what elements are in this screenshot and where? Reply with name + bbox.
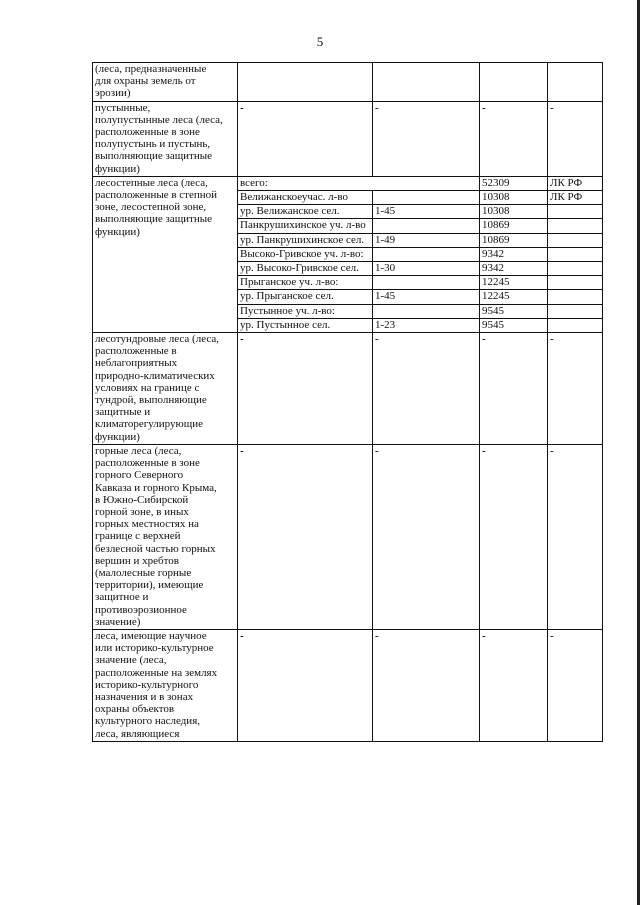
- area-cell: 52309: [480, 176, 548, 190]
- category-desc-line: охраны объектов: [95, 703, 175, 716]
- quarters-cell: 1-23: [373, 318, 480, 332]
- document-cell: -: [548, 333, 603, 445]
- category-desc-line: леса, имеющие научное: [95, 629, 207, 642]
- category-desc-line: Кавказа и горного Крыма,: [95, 481, 217, 494]
- category-desc-line: тундрой, выполняющие: [95, 394, 207, 407]
- area-cell: 9545: [480, 318, 548, 332]
- quarters-cell: 1-45: [373, 290, 480, 304]
- table-row-steppe-total: [93, 176, 603, 190]
- quarters-cell: 1-45: [373, 205, 480, 219]
- category-desc-line: горные леса (леса,: [95, 444, 182, 457]
- area-cell: -: [480, 333, 548, 445]
- category-desc-line: границе с верхней: [95, 530, 181, 543]
- category-desc-line: защитное и: [95, 591, 149, 604]
- category-desc-line: полупустынные леса (леса,: [95, 113, 223, 126]
- area-cell: 12245: [480, 290, 548, 304]
- area-cell: 9342: [480, 262, 548, 276]
- forestry-cell: ур. Пустынное сел.: [238, 318, 373, 332]
- area-cell: 10308: [480, 191, 548, 205]
- area-cell: 10308: [480, 205, 548, 219]
- category-desc-line: климаторегулирующие: [95, 418, 203, 431]
- quarters-cell: [373, 63, 480, 102]
- table-row-desert: [93, 101, 603, 176]
- category-desc-line: функции): [95, 162, 140, 175]
- forestry-cell: ур. Панкрушихинское сел.: [238, 233, 373, 247]
- category-description: [93, 444, 238, 629]
- quarters-cell: -: [373, 444, 480, 629]
- category-desc-line: неблагоприятных: [95, 357, 178, 370]
- document-cell: [548, 233, 603, 247]
- category-desc-line: значение (леса,: [95, 654, 167, 667]
- category-desc-line: лесостепные леса (леса,: [95, 176, 208, 189]
- category-desc-line: функции): [95, 430, 140, 443]
- area-cell: 10869: [480, 219, 548, 233]
- table-row-erosion-protection-cont: [93, 63, 603, 102]
- quarters-cell: 1-30: [373, 262, 480, 276]
- category-desc-line: природно-климатических: [95, 369, 215, 382]
- quarters-cell: -: [373, 101, 480, 176]
- category-description: [93, 629, 238, 741]
- category-description: [93, 333, 238, 445]
- category-desc-line: территории), имеющие: [95, 579, 204, 592]
- category-desc-line: горного Северного: [95, 469, 184, 482]
- forestry-cell: -: [238, 101, 373, 176]
- category-desc-line: эрозии): [95, 87, 131, 100]
- forestry-cell: -: [238, 333, 373, 445]
- quarters-cell: 1-49: [373, 233, 480, 247]
- area-cell: -: [480, 629, 548, 741]
- area-cell: -: [480, 101, 548, 176]
- category-desc-line: расположенные в зоне: [95, 457, 200, 470]
- category-desc-line: полупустынь и пустынь,: [95, 138, 211, 151]
- category-desc-line: защитные и: [95, 406, 151, 419]
- quarters-cell: -: [373, 629, 480, 741]
- quarters-cell: [373, 304, 480, 318]
- quarters-cell: [373, 219, 480, 233]
- forestry-cell: -: [238, 444, 373, 629]
- table-row-mountain: [93, 444, 603, 629]
- document-cell: [548, 262, 603, 276]
- document-cell: [548, 205, 603, 219]
- forestry-cell: ур. Прыганское сел.: [238, 290, 373, 304]
- category-desc-line: значение): [95, 615, 141, 628]
- category-desc-line: функции): [95, 225, 140, 238]
- category-desc-line: в Южно-Сибирской: [95, 493, 189, 506]
- category-desc-line: для охраны земель от: [95, 75, 196, 88]
- category-desc-line: расположенные в зоне: [95, 126, 200, 139]
- document-cell: [548, 63, 603, 102]
- forestry-cell: Велижанскоеучас. л-во: [238, 191, 373, 205]
- category-desc-line: зоне, лесостепной зоне,: [95, 201, 207, 214]
- category-desc-line: культурного наследия,: [95, 715, 200, 728]
- category-desc-line: безлесной частью горных: [95, 542, 216, 555]
- forestry-cell: Панкрушихинское уч. л-во: [238, 219, 373, 233]
- category-desc-line: выполняющие защитные: [95, 213, 213, 226]
- quarters-cell: [373, 276, 480, 290]
- document-cell: [548, 304, 603, 318]
- category-desc-line: пустынные,: [95, 101, 151, 114]
- area-cell: 9545: [480, 304, 548, 318]
- category-desc-line: лесотундровые леса (леса,: [95, 333, 219, 346]
- document-cell: [548, 276, 603, 290]
- category-desc-line: историко-культурного: [95, 678, 199, 691]
- category-desc-line: вершин и хребтов: [95, 554, 179, 567]
- table-row-tundra: [93, 333, 603, 445]
- quarters-cell: [373, 247, 480, 261]
- category-desc-line: расположенные в: [95, 345, 177, 358]
- category-desc-line: условиях на границе с: [95, 381, 200, 394]
- document-cell: -: [548, 629, 603, 741]
- forest-table-body: [93, 63, 603, 742]
- table-row-scientific: [93, 629, 603, 741]
- area-cell: 10869: [480, 233, 548, 247]
- category-desc-line: (леса, предназначенные: [95, 63, 207, 75]
- quarters-cell: -: [373, 333, 480, 445]
- category-desc-line: расположенные на землях: [95, 666, 218, 679]
- document-cell: ЛК РФ: [548, 191, 603, 205]
- forestry-cell: [238, 63, 373, 102]
- category-desc-line: горных местностях на: [95, 518, 199, 531]
- document-cell: [548, 318, 603, 332]
- forestry-cell: Высоко-Гривское уч. л-во:: [238, 247, 373, 261]
- forest-category-table: [92, 62, 603, 742]
- forestry-cell: Пустынное уч. л-во:: [238, 304, 373, 318]
- category-desc-line: горной зоне, в иных: [95, 505, 189, 518]
- category-desc-line: (малолесные горные: [95, 566, 192, 579]
- category-description: [93, 101, 238, 176]
- area-cell: 9342: [480, 247, 548, 261]
- page-number: 5: [316, 34, 324, 49]
- category-desc-line: выполняющие защитные: [95, 150, 213, 163]
- forest-table-sheet: [92, 62, 603, 742]
- category-description: [93, 63, 238, 102]
- category-desc-line: противоэрозионное: [95, 603, 187, 616]
- document-cell: -: [548, 101, 603, 176]
- document-cell: -: [548, 444, 603, 629]
- category-desc-line: леса, являющиеся: [95, 727, 180, 740]
- area-cell: 12245: [480, 276, 548, 290]
- category-desc-line: расположенные в степной: [95, 189, 218, 202]
- category-desc-line: назначения и в зонах: [95, 690, 194, 703]
- document-cell: [548, 290, 603, 304]
- forestry-cell: ур. Велижанское сел.: [238, 205, 373, 219]
- category-description: [93, 176, 238, 332]
- document-cell: ЛК РФ: [548, 176, 603, 190]
- document-cell: [548, 219, 603, 233]
- area-cell: -: [480, 444, 548, 629]
- document-cell: [548, 247, 603, 261]
- category-desc-line: или историко-культурное: [95, 642, 214, 655]
- total-label-cell: всего:: [238, 176, 480, 190]
- forestry-cell: ур. Высоко-Гривское сел.: [238, 262, 373, 276]
- forestry-cell: Прыганское уч. л-во:: [238, 276, 373, 290]
- forestry-cell: -: [238, 629, 373, 741]
- quarters-cell: [373, 191, 480, 205]
- area-cell: [480, 63, 548, 102]
